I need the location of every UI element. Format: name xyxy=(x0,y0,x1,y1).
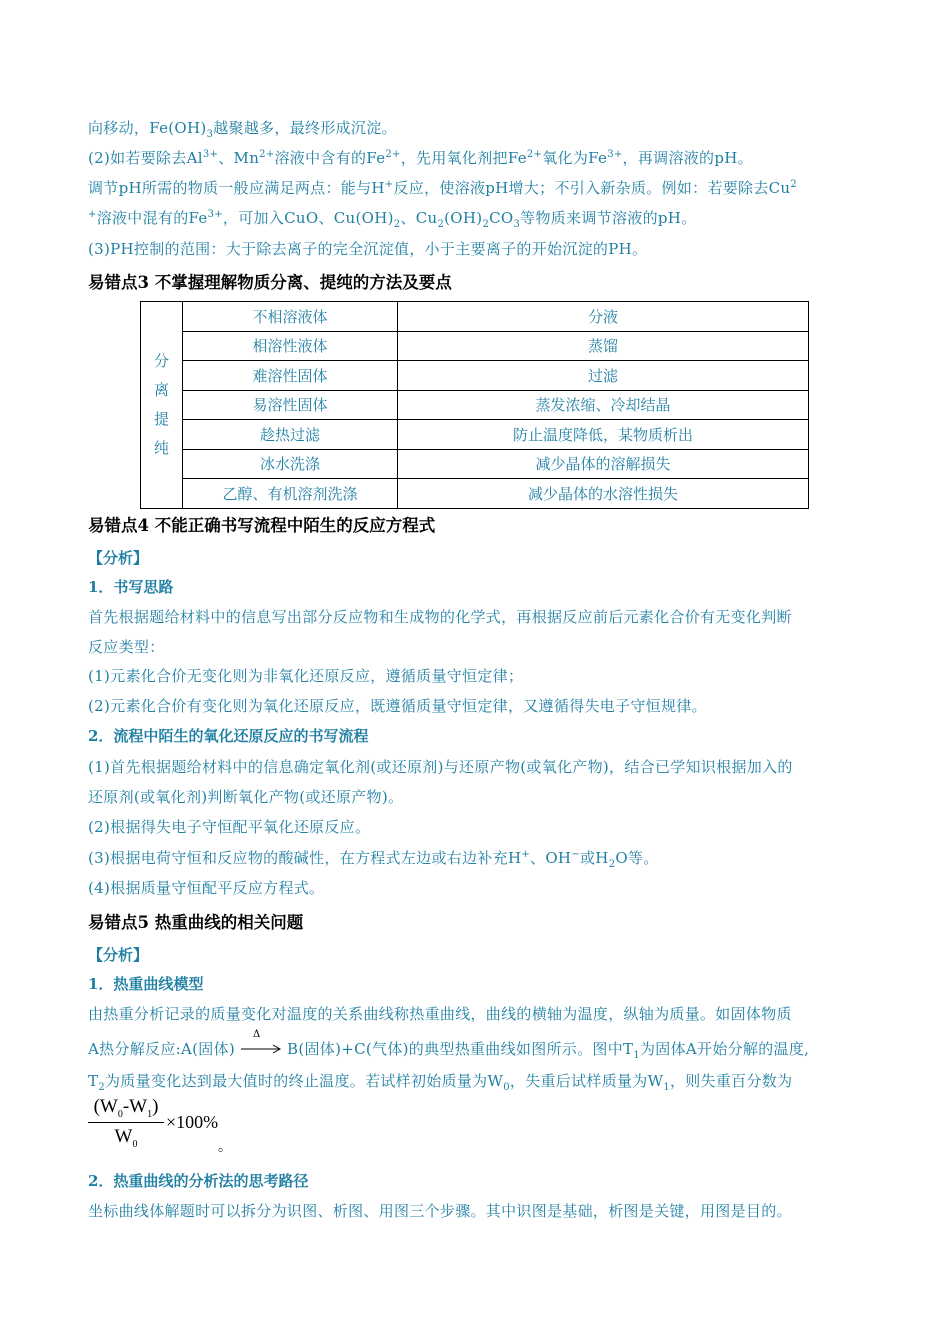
text-line: (2)根据得失电子守恒配平氧化还原反应。 xyxy=(88,818,371,836)
table-row xyxy=(141,420,809,450)
section-heading: 易错点3 不掌握理解物质分离、提纯的方法及要点 xyxy=(88,273,452,292)
table-row xyxy=(141,479,809,509)
text-line: 还原剂(或氧化剂)判断氧化产物(或还原产物)。 xyxy=(88,788,404,806)
subsection-title: 2．热重曲线的分析法的思考路径 xyxy=(88,1172,309,1190)
table-row xyxy=(141,302,809,332)
table-cell-method: 趁热过滤 xyxy=(183,420,398,450)
subsection-title: 2．流程中陌生的氧化还原反应的书写流程 xyxy=(88,727,369,745)
formula-numerator: $(W_0-W_1)$ xyxy=(93,1096,159,1120)
table-cell-method: 乙醇、有机溶剂洗涤 xyxy=(183,479,398,509)
table-cell-point: 减少晶体的溶解损失 xyxy=(398,449,809,479)
table-cell-point: 蒸发浓缩、冷却结晶 xyxy=(398,390,809,420)
text-line: 由热重分析记录的质量变化对温度的关系曲线称热重曲线，曲线的横轴为温度，纵轴为质量。如固体物质 xyxy=(88,1005,792,1023)
text-line: 调节pH所需的物质一般应满足两点：能与H+反应，使溶液pH增大；不引入新杂质。例如：若要除去Cu$^2$ xyxy=(88,179,798,197)
table-cell-method: 相溶性液体 xyxy=(183,331,398,361)
table-cell-method: 易溶性固体 xyxy=(183,390,398,420)
table-cell-point: 过滤 xyxy=(398,361,809,391)
text-line: 向移动，$Fe(OH)_3$越聚越多，最终形成沉淀。 xyxy=(88,119,397,140)
text-line: (3)根据电荷守恒和反应物的酸碱性，在方程式左边或右边补充H+、OH−或$H_2O$等。 xyxy=(88,849,659,870)
section-heading: 易错点4 不能正确书写流程中陌生的反应方程式 xyxy=(88,516,436,535)
formula-end: 。 xyxy=(218,1140,232,1155)
analysis-tag: 【分析】 xyxy=(88,946,149,964)
text-line: 反应类型： xyxy=(88,638,165,656)
text-line: (1)首先根据题给材料中的信息确定氧化剂(或还原剂)与还原产物(或氧化产物)，结合已学知识根据加入的 xyxy=(88,758,793,776)
table-row xyxy=(141,331,809,361)
table-row xyxy=(141,390,809,420)
text-line: +溶液中混有的$Fe^{3+}$，可加入CuO、$Cu(OH)_2$、$Cu_2(OH)_2CO_3$等物质来调节溶液的pH。 xyxy=(88,209,697,230)
analysis-tag: 【分析】 xyxy=(88,549,149,567)
subsection-title: 1．热重曲线模型 xyxy=(88,975,204,993)
text-line: (1)元素化合价无变化则为非氧化还原反应，遵循质量守恒定律； xyxy=(88,667,524,685)
text-line: (2)如若要除去$Al^{3+}$、$Mn^{2+}$溶液中含有的$Fe^{2+}$，先用氧化剂把$Fe^{2+}$氧化为$Fe^{3+}$，再调溶液的pH。 xyxy=(88,149,753,167)
table-side-label: 分 离 提 纯 xyxy=(141,302,183,509)
text-line: $T_2$为质量变化达到最大值时的终止温度。若试样初始质量为$W_0$，失重后试样质量为$W_1$，则失重百分数为 xyxy=(88,1072,793,1093)
table-row xyxy=(141,449,809,479)
table-row xyxy=(141,361,809,391)
text-line: (2)元素化合价有变化则为氧化还原反应，既遵循质量守恒定律，又遵循得失电子守恒规律。 xyxy=(88,697,707,715)
text-line: (4)根据质量守恒配平反应方程式。 xyxy=(88,879,325,897)
text-line: A热分解反应:A(固体) Δ B(固体)+C(气体)的典型热重曲线如图所示。图中$T_1$为固体A开始分解的温度, xyxy=(88,1029,810,1061)
table-cell-method: 冰水洗涤 xyxy=(183,449,398,479)
formula-factor: ×100% xyxy=(166,1112,219,1132)
table-cell-point: 蒸馏 xyxy=(398,331,809,361)
table-cell-point: 分液 xyxy=(398,302,809,332)
text-line: (3)PH控制的范围：大于除去离子的完全沉淀值，小于主要离子的开始沉淀的PH。 xyxy=(88,240,648,258)
text-line: 首先根据题给材料中的信息写出部分反应物和生成物的化学式，再根据反应前后元素化合价有无变化判断 xyxy=(88,608,792,626)
formula-denominator: $W_0$ xyxy=(114,1126,138,1150)
table-cell-method: 难溶性固体 xyxy=(183,361,398,391)
heat-arrow: Δ xyxy=(239,1040,283,1058)
subsection-title: 1．书写思路 xyxy=(88,578,174,596)
arrow-icon xyxy=(239,1042,283,1054)
table-cell-point: 防止温度降低，某物质析出 xyxy=(398,420,809,450)
separation-table xyxy=(140,301,809,509)
fraction-bar xyxy=(88,1122,164,1123)
table-cell-point: 减少晶体的水溶性损失 xyxy=(398,479,809,509)
text-line: 坐标曲线体解题时可以拆分为识图、析图、用图三个步骤。其中识图是基础，析图是关键，用图是目的。 xyxy=(88,1202,792,1220)
section-heading: 易错点5 热重曲线的相关问题 xyxy=(88,913,304,932)
table-cell-method: 不相溶液体 xyxy=(183,302,398,332)
